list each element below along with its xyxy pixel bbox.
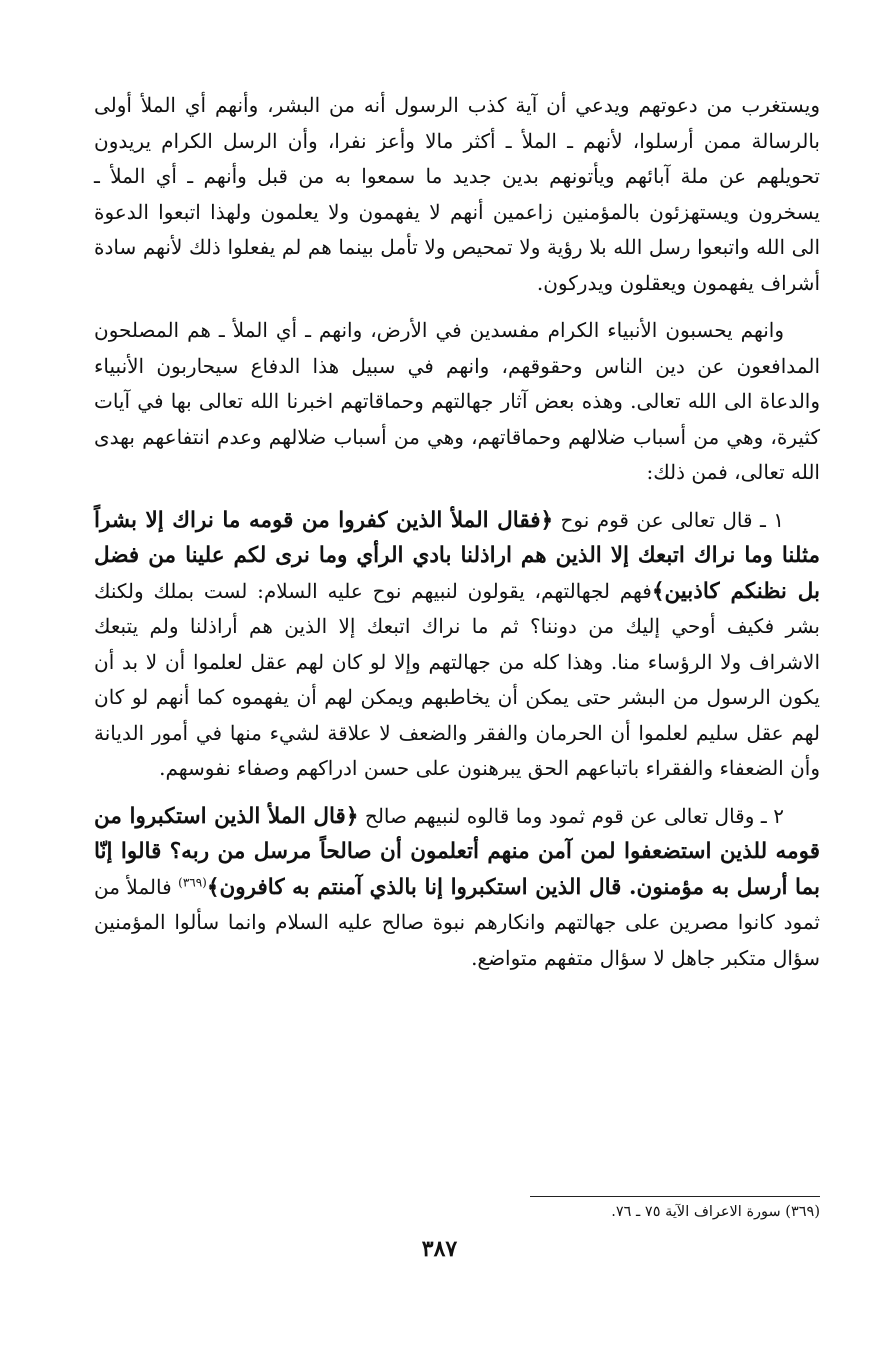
footnote-reference: (٣٦٩) <box>178 874 207 889</box>
item-1-text: فهم لجهالتهم، يقولون لنبيهم نوح عليه السلام: لست بملك ولكنك بشر فكيف أوحي إليك من دوننا؟ ثم ما نراك اتبعك إلا الذين هم أراذلنا ولم يتبعك الاشراف ولا الرؤساء منا. وهذا كله من جهالتهم وإلا لو كان لهم عقل لعلموا أن لا بد أن يكون الرسول من البشر حتى يمكن أن يخاطبهم ويمكن لهم أن يفهموه كما أنهم لو كان لهم عقل سليم لعلموا أن الحرمان والفقر والضعف لا علاقة لشيء منها في أمور الديانة وأن الضعفاء والفقراء باتباعهم الحق يبرهنون على حسن ادراكهم وصفاء نفوسهم. <box>94 578 820 780</box>
item-1-intro: ١ ـ قال تعالى عن قوم نوح <box>553 507 784 532</box>
item-2-intro: ٢ ـ وقال تعالى عن قوم ثمود وما قالوه لنبيهم صالح <box>358 803 785 828</box>
paragraph-item-2 <box>94 799 820 977</box>
item-2-text: فالملأ من ثمود كانوا مصرين على جهالتهم وانكارهم نبوة صالح عليه السلام وانما سألوا المؤمنين سؤال متكبر جاهل لا سؤال متفهم متواضع. <box>94 874 820 970</box>
page-number: ٣٨٧ <box>421 1236 458 1262</box>
paragraph-1: ويستغرب من دعوتهم ويدعي أن آية كذب الرسول أنه من البشر، وأنهم أي الملأ أولى بالرسالة ممن أرسلوا، لأنهم ـ الملأ ـ أكثر مالا وأعز نفرا، وأن الرسل الكرام يريدون تحويلهم عن ملة آبائهم ويأتونهم بدين جديد ما سمعوا به من قبل وأنهم ـ أي الملأ ـ يسخرون ويستهزئون بالمؤمنين زاعمين أنهم لا يفهمون ولا يعلمون ولهذا اتبعوا الدعوة الى الله واتبعوا رسل الله بلا رؤية ولا تمحيص ولا تأمل بينما هم لم يفعلوا ذلك لأنهم سادة أشراف يفهمون ويعقلون ويدركون. <box>94 93 820 295</box>
item-2-quran-quote: ﴿قال الملأ الذين استكبروا من قومه للذين استضعفوا لمن آمن منهم أتعلمون أن صالحاً مرسل من ربه؟ قالوا إنّا بما أرسل به مؤمنون. قال الذين استكبروا إنا بالذي آمنتم به كافرون﴾ <box>94 803 820 900</box>
paragraph-2: وانهم يحسبون الأنبياء الكرام مفسدين في الأرض، وانهم ـ أي الملأ ـ هم المصلحون المدافعون عن دين الناس وحقوقهم، وانهم في سبيل هذا الدفاع سيحاربون الأنبياء والدعاة الى الله تعالى. وهذه بعض آثار جهالتهم وحماقاتهم اخبرنا الله تعالى بها في آيات كثيرة، وهي من أسباب ضلالهم وحماقاتهم، وهي من أسباب ضلالهم وعدم انتفاعهم بهدى الله تعالى، فمن ذلك: <box>94 318 820 484</box>
page-body <box>94 88 820 976</box>
item-1-quran-quote: ﴿فقال الملأ الذين كفروا من قومه ما نراك إلا بشراً مثلنا وما نراك اتبعك إلا الذين هم اراذلنا بادي الرأي وما نرى لكم علينا من فضل بل نظنكم كاذبين﴾ <box>94 507 820 604</box>
footnote-divider <box>530 1196 820 1197</box>
footnote: (٣٦٩) سورة الاعراف الآية ٧٥ ـ ٧٦. <box>611 1204 820 1220</box>
paragraph-item-1 <box>94 503 820 787</box>
